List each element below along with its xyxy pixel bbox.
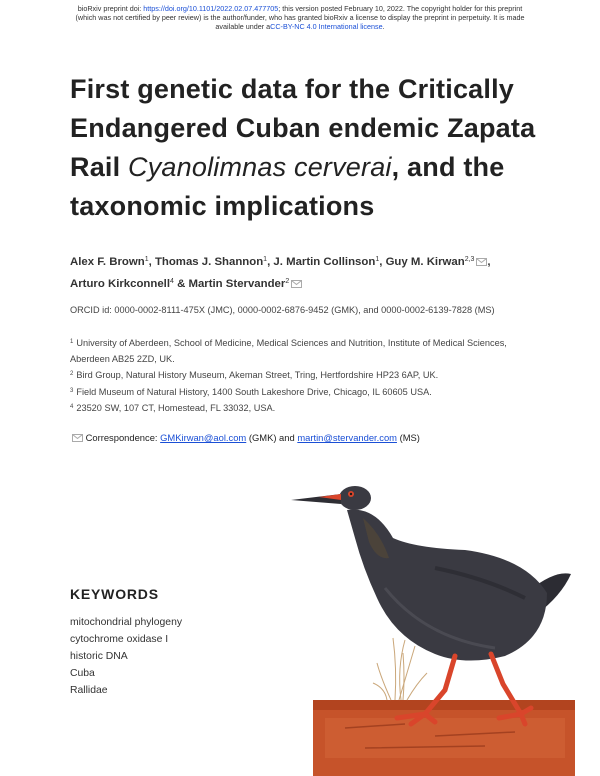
envelope-icon (291, 280, 302, 288)
author-separator: , (379, 256, 386, 268)
keyword-item: historic DNA (70, 651, 128, 662)
title-species-name: Cyanolimnas cerverai (128, 152, 392, 182)
author-affil-sup: 1 (375, 256, 380, 263)
affiliation-item (70, 400, 540, 417)
author-name: Guy M. Kirwan (385, 256, 465, 268)
zapata-rail-specimen-photo (285, 478, 575, 776)
affiliation-item (70, 335, 540, 367)
affiliation-text: Field Museum of Natural History, 1400 South Lakeshore Drive, Chicago, IL 60605 USA. (76, 386, 432, 397)
author-affil-sup: 2 (285, 278, 290, 285)
author-name: Arturo Kirkconnell (70, 278, 170, 290)
affiliations (70, 335, 540, 417)
keyword-item: Cuba (70, 668, 95, 679)
envelope-icon (72, 434, 83, 442)
banner-line1-suffix: ; this version posted February 10, 2022. The copyright holder for this preprint (278, 4, 523, 13)
author-name: Martin Stervander (188, 278, 286, 290)
author-name: Thomas J. Shannon (154, 256, 264, 268)
keyword-item: Rallidae (70, 685, 108, 696)
author-name: Alex F. Brown (70, 256, 145, 268)
doi-link[interactable]: https://doi.org/10.1101/2022.02.07.477705 (143, 4, 279, 13)
dry-grass-tuft (373, 638, 427, 700)
affiliation-number: 3 (70, 387, 74, 394)
keywords-list (70, 614, 182, 699)
affiliation-item (70, 367, 540, 384)
museum-pedestal (313, 700, 575, 776)
author-affil-sup: 4 (170, 278, 174, 285)
banner-line-3 (40, 22, 560, 31)
author-affil-sup: 2,3 (464, 256, 475, 263)
preprint-banner (40, 4, 560, 31)
author-separator: , (487, 256, 491, 268)
banner-line1-prefix: bioRxiv preprint doi: (77, 4, 144, 13)
banner-line-1 (40, 4, 560, 13)
keywords-heading: KEYWORDS (70, 586, 159, 602)
correspondence-label: Correspondence: (85, 432, 161, 443)
correspondence-who-2: (MS) (396, 432, 420, 443)
correspondence (70, 431, 540, 444)
bird-body (347, 510, 547, 661)
affiliation-text: Bird Group, Natural History Museum, Akeman Street, Tring, Hertfordshire HP23 6AP, UK. (76, 370, 439, 380)
affiliation-number: 2 (70, 371, 74, 377)
email-link-kirwan[interactable]: GMKirwan@aol.com (160, 432, 247, 443)
author-affil-sup: 1 (144, 256, 149, 263)
bird-head (339, 486, 371, 510)
author-name: J. Martin Collinson (273, 256, 376, 268)
author-separator: , (267, 256, 274, 268)
paper-title (70, 70, 540, 226)
affiliation-number: 1 (70, 339, 74, 345)
email-link-stervander[interactable]: martin@stervander.com (297, 432, 397, 443)
banner-line3-suffix: . (382, 22, 385, 31)
affiliation-number: 4 (70, 404, 74, 410)
affiliation-text: University of Aberdeen, School of Medicine, Medical Sciences and Nutrition, Institute of Medical Sciences, Aberdeen AB25 2ZD, UK. (70, 338, 507, 364)
title-part-2: , and the taxonomic implications (70, 152, 505, 221)
banner-line-2: (which was not certified by peer review) is the author/funder, who has granted bioRxiv a license to display the preprint in perpetuity. It is made (75, 13, 525, 22)
orcid-line: ORCID id: 0000-0002-8111-475X (JMC), 0000-0002-6876-9452 (GMK), and 0000-0002-6139-7828 (MS) (70, 305, 495, 315)
affiliation-text: 23520 SW, 107 CT, Homestead, FL 33032, USA. (76, 403, 276, 413)
keyword-item: cytochrome oxidase I (70, 634, 169, 645)
author-affil-sup: 1 (263, 256, 268, 263)
title-part-1: First genetic data for the Critically Endangered Cuban endemic Zapata Rail (70, 74, 536, 182)
author-separator: , (148, 256, 155, 268)
license-link[interactable]: CC-BY-NC 4.0 International license (270, 22, 383, 31)
keyword-item: mitochondrial phylogeny (70, 617, 183, 628)
author-separator: & (173, 278, 189, 290)
correspondence-who-1: (GMK) and (246, 432, 298, 443)
envelope-icon (476, 258, 487, 266)
author-list (70, 250, 540, 294)
banner-line3-prefix: available under a (215, 22, 271, 31)
affiliation-item (70, 384, 540, 401)
